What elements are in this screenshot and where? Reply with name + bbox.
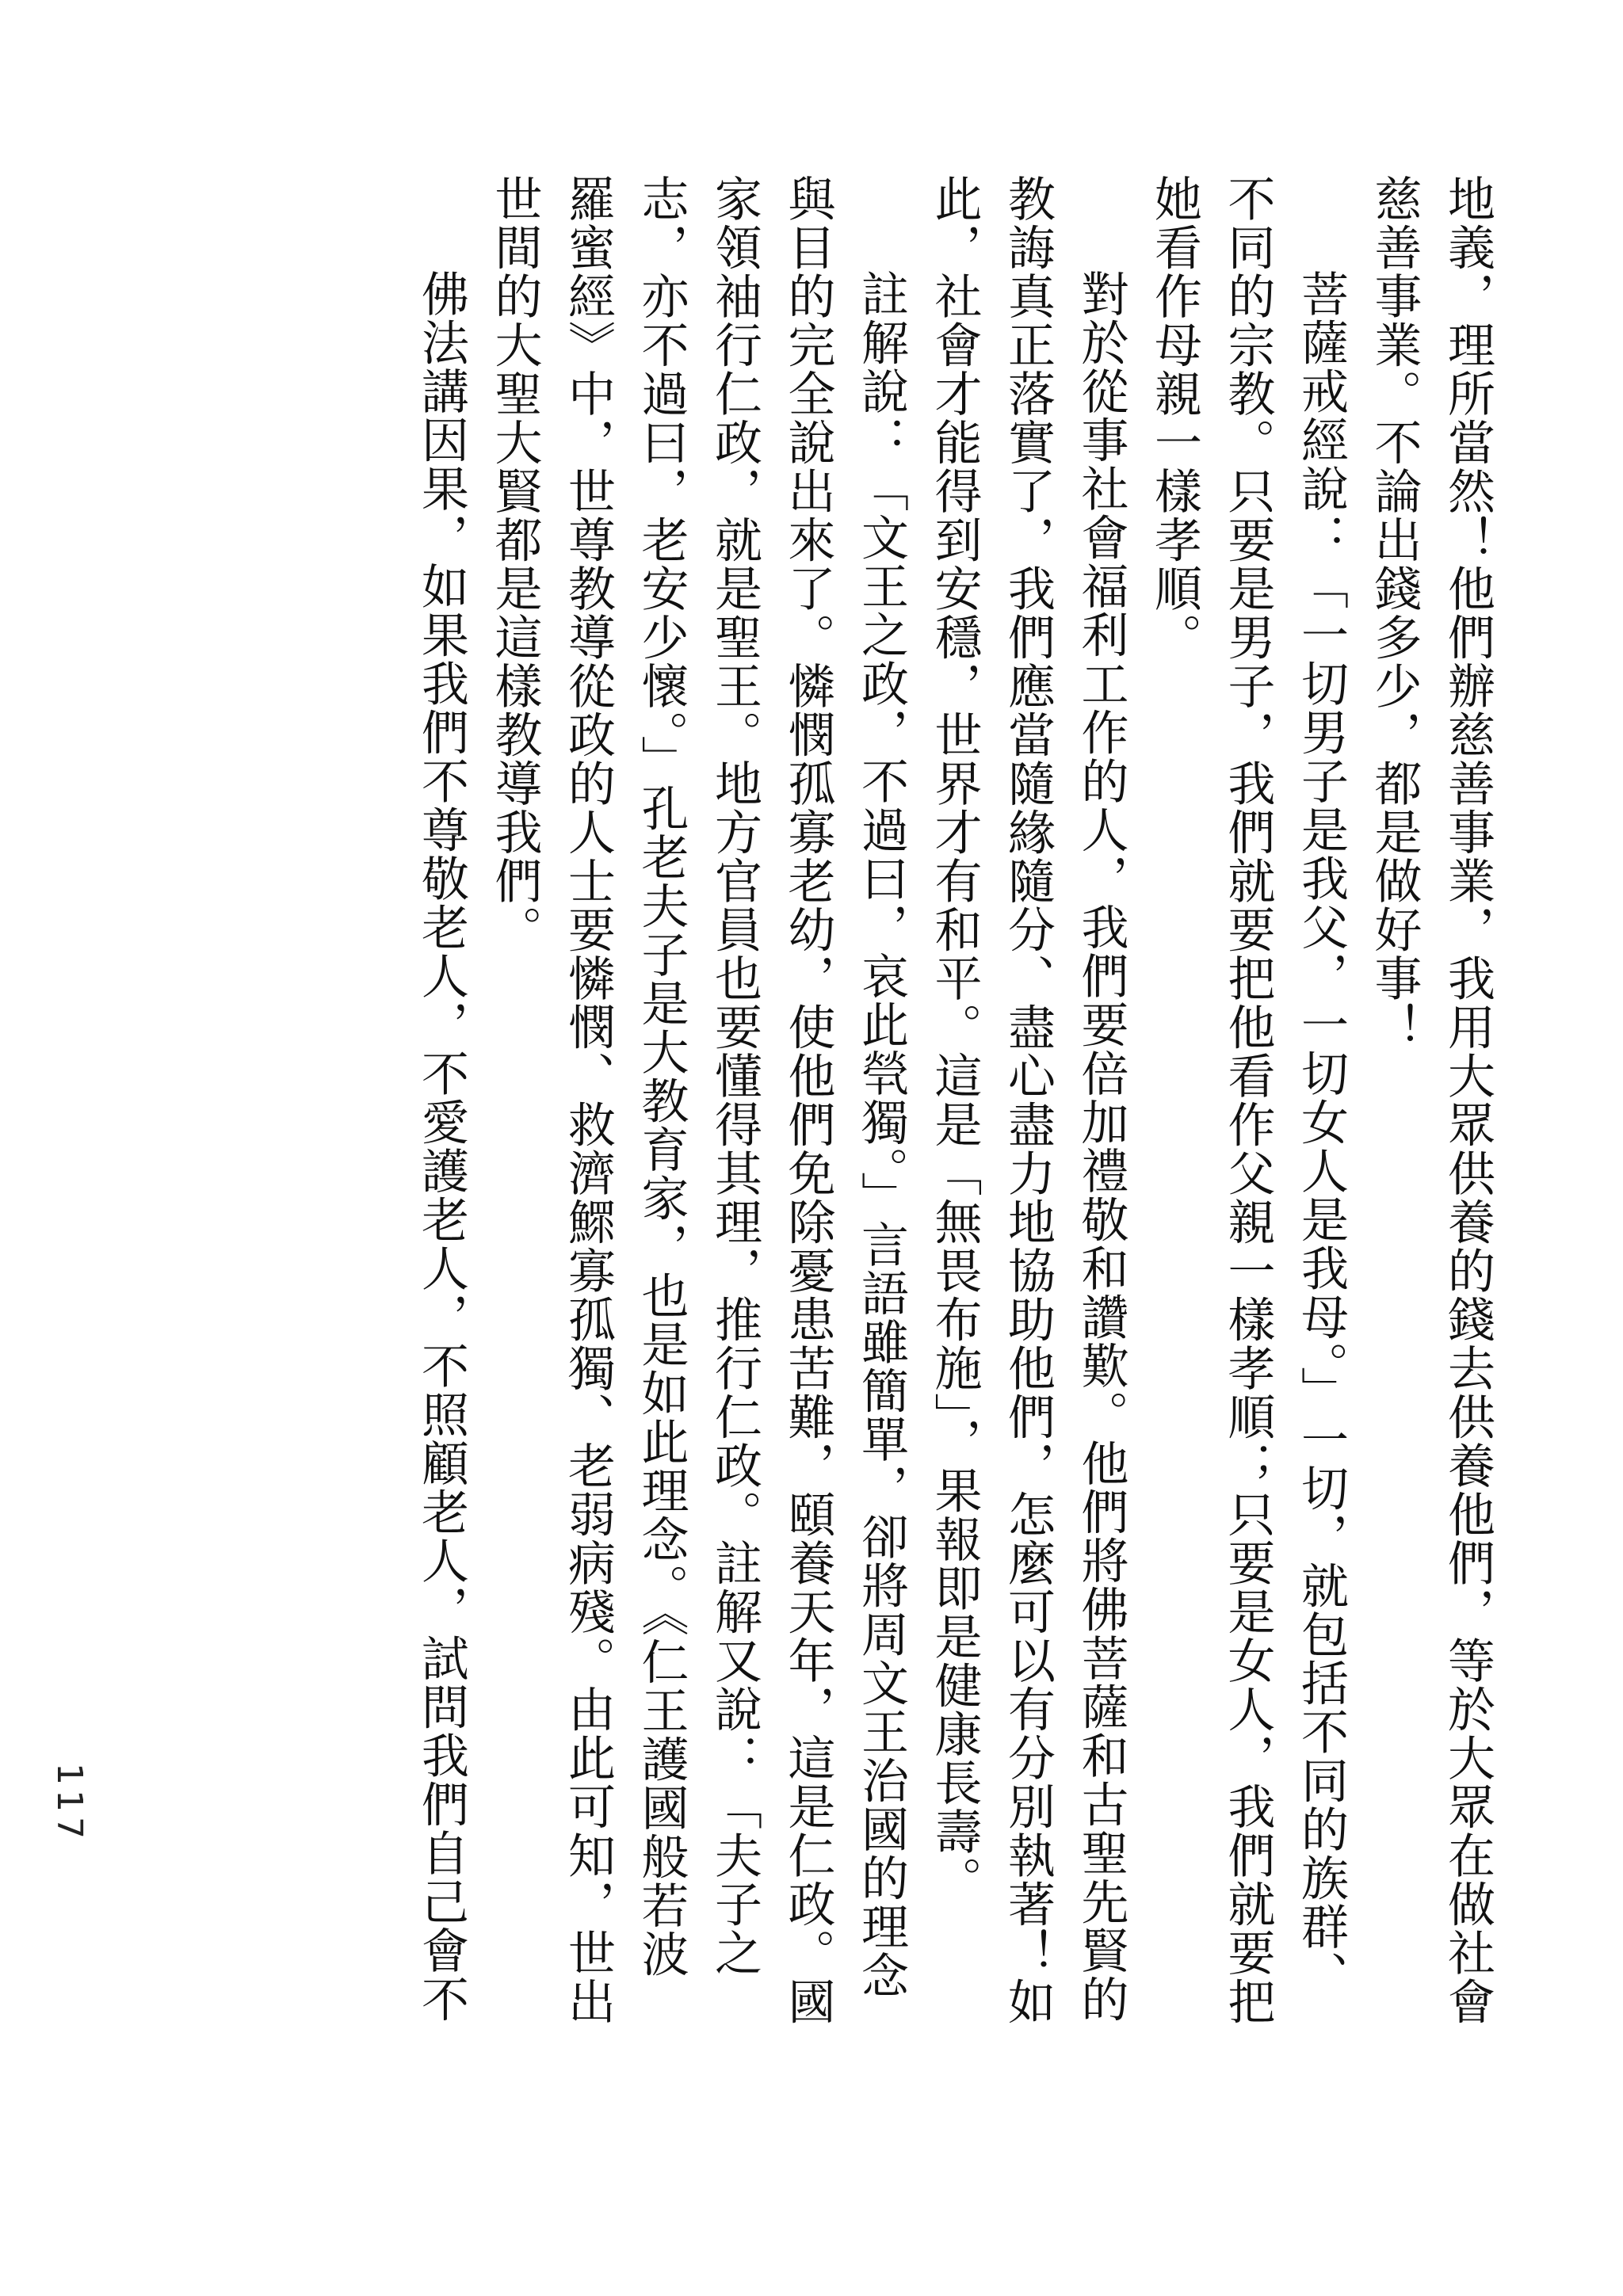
- paragraph-cause-effect: 佛法講因果，如果我們不尊敬老人，不愛護老人，不照顧老人，試問我們自己會不: [414, 269, 469, 2023]
- paragraph-social-welfare: 對於從事社會福利工作的人，我們要倍加禮敬和讚歎。他們將佛菩薩和古聖先賢的 教誨真正落實了，我們應當隨緣隨分、盡心盡力地協助他們，怎麼可以有分別執著！如 此，社會才能得到安穩，世界才有和平。這是「無畏布施」，果報即是健康長壽。: [926, 174, 1129, 2026]
- vertical-text-body: [405, 174, 1505, 2266]
- paragraph-charity: 地義，理所當然！他們辦慈善事業，我用大眾供養的錢去供養他們，等於大眾在做社會 慈善事業。不論出錢多少，都是做好事！: [1366, 174, 1495, 2026]
- paragraph-bodhisattva-precepts: 菩薩戒經說：「一切男子是我父，一切女人是我母。」一切，就包括不同的族群、 不同的宗教。只要是男子，我們就要把他看作父親一樣孝順；只要是女人，我們就要把 她看作母親一樣孝順。: [1147, 174, 1349, 2026]
- page-number: 117: [49, 1763, 90, 1844]
- paragraph-commentary: 註解說：「文王之政，不過曰，哀此煢獨。」言語雖簡單，卻將周文王治國的理念 與目的完全說出來了。憐憫孤寡老幼，使他們免除憂患苦難，頤養天年，這是仁政。國 家領袖行仁政，就是聖王。地方官員也要懂得其理，推行仁政。註解又說：「夫子之 志，亦不過曰，老安少懷。」孔老夫子是大教育家，也是如此理念。《仁王護國般若波 羅蜜經》中，世尊教導從政的人士要憐憫、救濟鰥寡孤獨、老弱病殘。由此可知，世出 世間的大聖大賢都是這樣教導我們。: [487, 174, 909, 2026]
